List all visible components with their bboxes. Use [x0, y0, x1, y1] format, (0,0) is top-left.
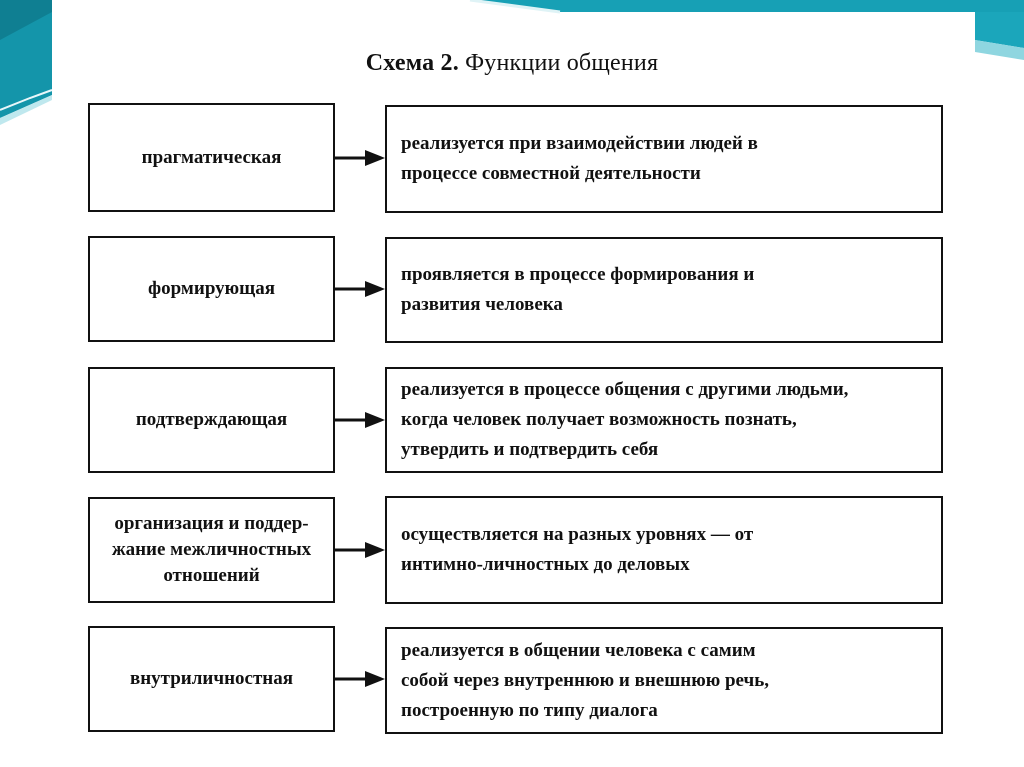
description-line: проявляется в процессе формирования и: [401, 264, 755, 285]
description-line: процессе совместной деятельности: [401, 163, 701, 184]
description-box-relationships: [385, 496, 943, 604]
function-box-pragmatic: [88, 103, 335, 212]
diagram-title: [0, 50, 1024, 77]
description-line: интимно-личностных до деловых: [401, 554, 690, 575]
description-line: построенную по типу диалога: [401, 699, 658, 721]
description-line: утвердить и подтвердить себя: [401, 439, 659, 460]
arrow-right-icon: [335, 279, 385, 299]
arrow-right-icon: [335, 410, 385, 430]
function-name-line: жание межличностных: [111, 539, 312, 560]
arrow-right-icon: [335, 148, 385, 168]
description-line: собой через внутреннюю и внешнюю речь,: [401, 669, 770, 691]
function-name-line: организация и поддер-: [114, 513, 309, 534]
function-name: внутриличностная: [129, 668, 294, 689]
function-name: формирующая: [148, 278, 275, 299]
function-name: подтверждающая: [135, 409, 288, 430]
description-line: реализуется в процессе общения с другими людьми,: [401, 379, 849, 400]
function-box-confirming: [88, 367, 335, 473]
function-box-relationships: [88, 497, 335, 603]
function-box-forming: [88, 236, 335, 342]
description-line: реализуется при взаимодействии людей в: [401, 133, 758, 154]
function-box-intrapersonal: [88, 626, 335, 732]
title-prefix: Схема 2.: [365, 50, 459, 76]
description-box-confirming: [385, 367, 943, 473]
function-name-line: отношений: [163, 565, 260, 586]
description-box-intrapersonal: [385, 627, 943, 734]
description-line: осуществляется на разных уровнях — от: [401, 524, 754, 545]
description-line: развития человека: [401, 294, 563, 315]
description-line: реализуется в общении человека с самим: [401, 639, 756, 661]
description-box-forming: [385, 237, 943, 343]
description-box-pragmatic: [385, 105, 943, 213]
function-name: прагматическая: [141, 146, 282, 168]
description-line: когда человек получает возможность познать,: [401, 409, 797, 430]
title-text: Функции общения: [465, 50, 659, 76]
arrow-right-icon: [335, 669, 385, 689]
arrow-right-icon: [335, 540, 385, 560]
